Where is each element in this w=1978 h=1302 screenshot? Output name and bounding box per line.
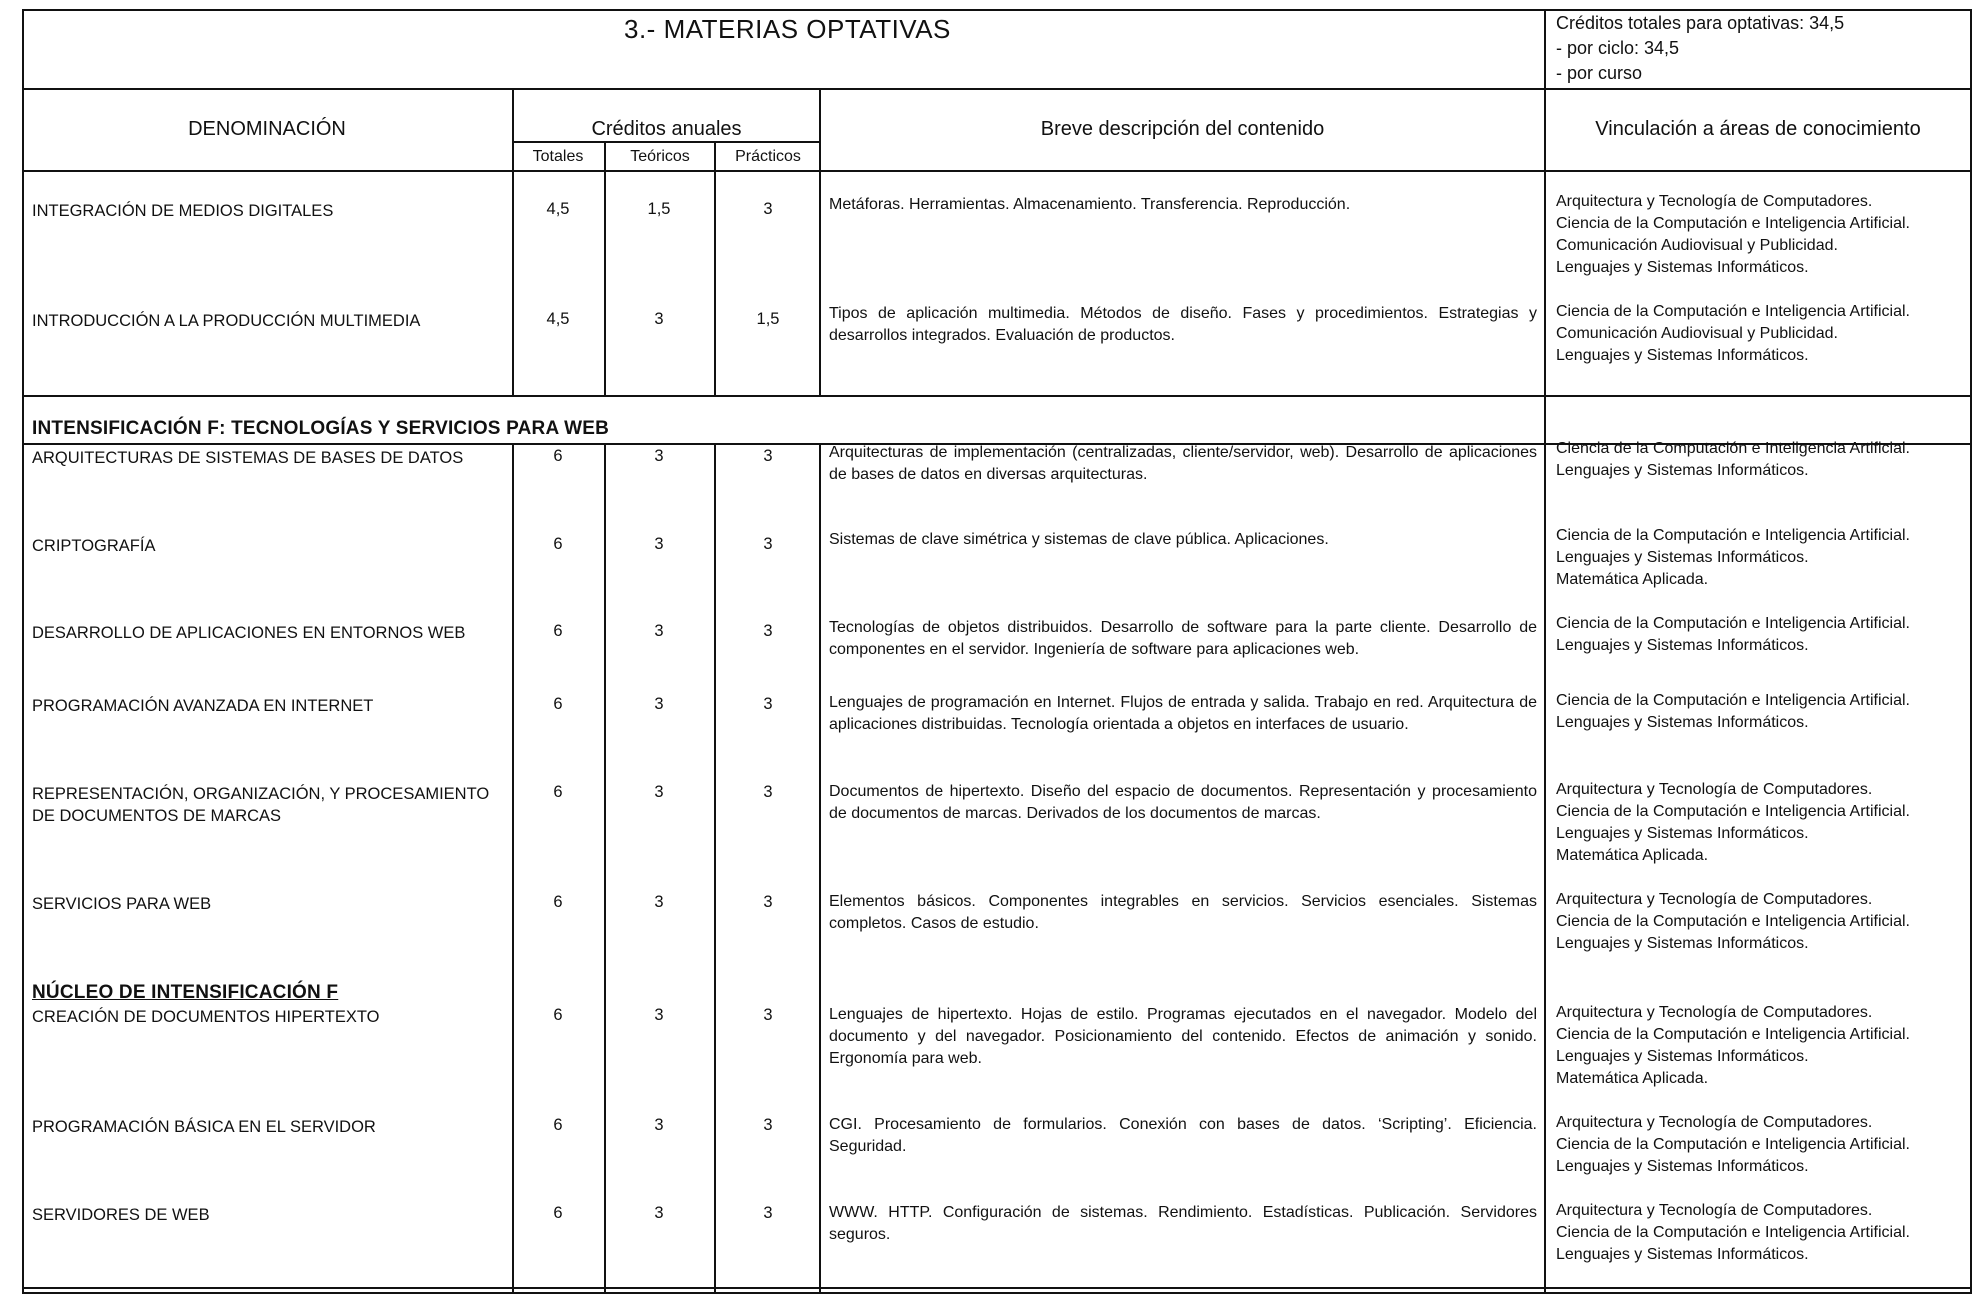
- divider: [22, 170, 1972, 172]
- section-heading-intensificacion: INTENSIFICACIÓN F: TECNOLOGÍAS Y SERVICIOS PARA WEB: [32, 418, 610, 439]
- credits-practicos: 3: [763, 200, 773, 218]
- divider: [604, 444, 606, 1294]
- credits-totales: 6: [553, 447, 563, 465]
- knowledge-areas: [1556, 779, 1968, 867]
- credits-teoricos: 3: [654, 310, 664, 328]
- section-heading-nucleo: NÚCLEO DE INTENSIFICACIÓN F: [32, 982, 339, 1003]
- subject-description: Lenguajes de hipertexto. Hojas de estilo. Programas ejecutados en el navegador. Modelo del documento y del navegador. Posicionamiento del contenido. Efectos de animación y sonido. Ergonomía para web.: [829, 1006, 1537, 1067]
- area-item: Ciencia de la Computación e Inteligencia Artificial.: [1556, 1136, 1910, 1153]
- area-item: Lenguajes y Sistemas Informáticos.: [1556, 1158, 1809, 1175]
- area-item: Ciencia de la Computación e Inteligencia Artificial.: [1556, 1224, 1910, 1241]
- column-header-descripcion: Breve descripción del contenido: [1040, 118, 1325, 140]
- area-item: Ciencia de la Computación e Inteligencia Artificial.: [1556, 913, 1910, 930]
- subject-name: PROGRAMACIÓN AVANZADA EN INTERNET: [32, 697, 374, 715]
- credits-practicos: 3: [763, 447, 773, 465]
- subject-name: CRIPTOGRAFÍA: [32, 537, 156, 555]
- credits-practicos: 3: [763, 695, 773, 713]
- subject-name: PROGRAMACIÓN BÁSICA EN EL SERVIDOR: [32, 1118, 376, 1136]
- subject-description: WWW. HTTP. Configuración de sistemas. Rendimiento. Estadísticas. Publicación. Servidores seguros.: [829, 1204, 1537, 1243]
- page-title: 3.- MATERIAS OPTATIVAS: [624, 14, 951, 44]
- credits-practicos: 3: [763, 783, 773, 801]
- knowledge-areas: [1556, 191, 1968, 279]
- credits-teoricos: 3: [654, 447, 664, 465]
- credits-practicos: 3: [763, 535, 773, 553]
- area-item: Arquitectura y Tecnología de Computadores.: [1556, 781, 1873, 798]
- area-item: Ciencia de la Computación e Inteligencia Artificial.: [1556, 1026, 1910, 1043]
- credits-practicos: 3: [763, 622, 773, 640]
- divider: [22, 1287, 1972, 1289]
- area-item: Arquitectura y Tecnología de Computadores.: [1556, 891, 1873, 908]
- credits-totales: 6: [553, 1006, 563, 1024]
- area-item: Matemática Aplicada.: [1556, 847, 1709, 864]
- credits-teoricos: 3: [654, 893, 664, 911]
- credits-practicos: 3: [763, 1116, 773, 1134]
- credits-teoricos: 3: [654, 1204, 664, 1222]
- credits-teoricos: 3: [654, 695, 664, 713]
- column-header-teoricos: Teóricos: [630, 148, 690, 165]
- credits-totales: 6: [553, 783, 563, 801]
- subject-name: REPRESENTACIÓN, ORGANIZACIÓN, Y PROCESAMIENTO DE DOCUMENTOS DE MARCAS: [32, 785, 490, 825]
- area-item: Arquitectura y Tecnología de Computadores.: [1556, 193, 1873, 210]
- divider: [714, 444, 716, 1294]
- area-item: Arquitectura y Tecnología de Computadores.: [1556, 1202, 1873, 1219]
- credits-totales: 6: [553, 622, 563, 640]
- credits-curso: - por curso: [1556, 63, 1643, 83]
- area-item: Lenguajes y Sistemas Informáticos.: [1556, 259, 1809, 276]
- subject-description: Sistemas de clave simétrica y sistemas de clave pública. Aplicaciones.: [829, 531, 1329, 548]
- credits-practicos: 1,5: [756, 310, 780, 328]
- area-item: Ciencia de la Computación e Inteligencia Artificial.: [1556, 615, 1910, 632]
- subject-description: CGI. Procesamiento de formularios. Conexión con bases de datos. ‘Scripting’. Eficiencia. Seguridad.: [829, 1116, 1537, 1155]
- knowledge-areas: [1556, 438, 1968, 482]
- divider: [604, 142, 606, 395]
- subject-name: ARQUITECTURAS DE SISTEMAS DE BASES DE DATOS: [32, 449, 464, 467]
- credits-ciclo: - por ciclo: 34,5: [1556, 38, 1680, 58]
- area-item: Ciencia de la Computación e Inteligencia Artificial.: [1556, 527, 1910, 544]
- subject-name: SERVIDORES DE WEB: [32, 1206, 210, 1224]
- knowledge-areas: [1556, 525, 1968, 591]
- area-item: Lenguajes y Sistemas Informáticos.: [1556, 825, 1809, 842]
- credits-totales: 6: [553, 535, 563, 553]
- area-item: Lenguajes y Sistemas Informáticos.: [1556, 549, 1809, 566]
- area-item: Lenguajes y Sistemas Informáticos.: [1556, 1048, 1809, 1065]
- credits-total: Créditos totales para optativas: 34,5: [1556, 13, 1845, 33]
- subject-description: Tecnologías de objetos distribuidos. Desarrollo de software para la parte cliente. Desarrollo de componentes en el servidor. Ingeniería de software para aplicaciones web.: [829, 619, 1537, 658]
- area-item: Ciencia de la Computación e Inteligencia Artificial.: [1556, 303, 1910, 320]
- subject-description: Metáforas. Herramientas. Almacenamiento. Transferencia. Reproducción.: [829, 196, 1351, 213]
- credits-teoricos: 3: [654, 1006, 664, 1024]
- subject-name: CREACIÓN DE DOCUMENTOS HIPERTEXTO: [32, 1008, 380, 1026]
- subject-description: Arquitecturas de implementación (centralizadas, cliente/servidor, web). Desarrollo de aplicaciones de bases de datos en diversas arquitecturas.: [829, 444, 1537, 483]
- area-item: Arquitectura y Tecnología de Computadores.: [1556, 1114, 1873, 1131]
- area-item: Ciencia de la Computación e Inteligencia Artificial.: [1556, 803, 1910, 820]
- credits-totales: 6: [553, 695, 563, 713]
- knowledge-areas: [1556, 889, 1968, 955]
- knowledge-areas: [1556, 613, 1968, 657]
- divider: [512, 141, 821, 143]
- credits-totales: 6: [553, 1116, 563, 1134]
- credits-totales: 4,5: [546, 200, 570, 218]
- area-item: Lenguajes y Sistemas Informáticos.: [1556, 347, 1809, 364]
- subject-description: Documentos de hipertexto. Diseño del espacio de documentos. Representación y procesamiento de documentos de marcas. Derivados de los documentos de marcas.: [829, 783, 1537, 822]
- credits-teoricos: 3: [654, 1116, 664, 1134]
- knowledge-areas: [1556, 690, 1968, 734]
- area-item: Arquitectura y Tecnología de Computadores.: [1556, 1004, 1873, 1021]
- credits-practicos: 3: [763, 1006, 773, 1024]
- area-item: Lenguajes y Sistemas Informáticos.: [1556, 714, 1809, 731]
- subject-description: Lenguajes de programación en Internet. Flujos de entrada y salida. Trabajo en red. Arquitectura de aplicaciones distribuidas. Tecnología orientada a objetos en interfaces de usuario.: [829, 694, 1537, 733]
- credits-teoricos: 3: [654, 783, 664, 801]
- knowledge-areas: [1556, 301, 1968, 367]
- column-header-creditos: Créditos anuales: [591, 118, 742, 140]
- column-header-vinculacion: Vinculación a áreas de conocimiento: [1595, 118, 1921, 140]
- subject-name: INTRODUCCIÓN A LA PRODUCCIÓN MULTIMEDIA: [32, 312, 421, 330]
- credits-totales: 6: [553, 1204, 563, 1222]
- area-item: Comunicación Audiovisual y Publicidad.: [1556, 237, 1838, 254]
- knowledge-areas: [1556, 1002, 1968, 1090]
- credits-teoricos: 3: [654, 622, 664, 640]
- column-header-practicos: Prácticos: [735, 148, 801, 165]
- divider: [714, 142, 716, 395]
- area-item: Lenguajes y Sistemas Informáticos.: [1556, 935, 1809, 952]
- column-header-denominacion: DENOMINACIÓN: [188, 118, 346, 140]
- credits-teoricos: 3: [654, 535, 664, 553]
- credits-totales: 4,5: [546, 310, 570, 328]
- area-item: Lenguajes y Sistemas Informáticos.: [1556, 1246, 1809, 1263]
- divider: [512, 444, 514, 1294]
- area-item: Comunicación Audiovisual y Publicidad.: [1556, 325, 1838, 342]
- area-item: Ciencia de la Computación e Inteligencia Artificial.: [1556, 692, 1910, 709]
- subject-description: Elementos básicos. Componentes integrables en servicios. Servicios esenciales. Sistemas completos. Casos de estudio.: [829, 893, 1537, 932]
- area-item: Lenguajes y Sistemas Informáticos.: [1556, 637, 1809, 654]
- area-item: Matemática Aplicada.: [1556, 571, 1709, 588]
- divider: [22, 395, 1972, 397]
- column-header-totales: Totales: [532, 148, 584, 165]
- divider: [1544, 9, 1546, 1294]
- area-item: Ciencia de la Computación e Inteligencia Artificial.: [1556, 440, 1910, 457]
- subject-description: Tipos de aplicación multimedia. Métodos de diseño. Fases y procedimientos. Estrategias y desarrollos integrados. Evaluación de productos.: [829, 305, 1537, 344]
- credits-teoricos: 1,5: [647, 200, 671, 218]
- area-item: Ciencia de la Computación e Inteligencia Artificial.: [1556, 215, 1910, 232]
- divider: [22, 88, 1972, 90]
- credits-totales: 6: [553, 893, 563, 911]
- knowledge-areas: [1556, 1200, 1968, 1266]
- subject-name: DESARROLLO DE APLICACIONES EN ENTORNOS WEB: [32, 624, 466, 642]
- subject-name: SERVICIOS PARA WEB: [32, 895, 212, 913]
- credits-practicos: 3: [763, 1204, 773, 1222]
- area-item: Matemática Aplicada.: [1556, 1070, 1709, 1087]
- subject-name: INTEGRACIÓN DE MEDIOS DIGITALES: [32, 202, 334, 220]
- credits-practicos: 3: [763, 893, 773, 911]
- area-item: Lenguajes y Sistemas Informáticos.: [1556, 462, 1809, 479]
- knowledge-areas: [1556, 1112, 1968, 1178]
- divider: [819, 444, 821, 1294]
